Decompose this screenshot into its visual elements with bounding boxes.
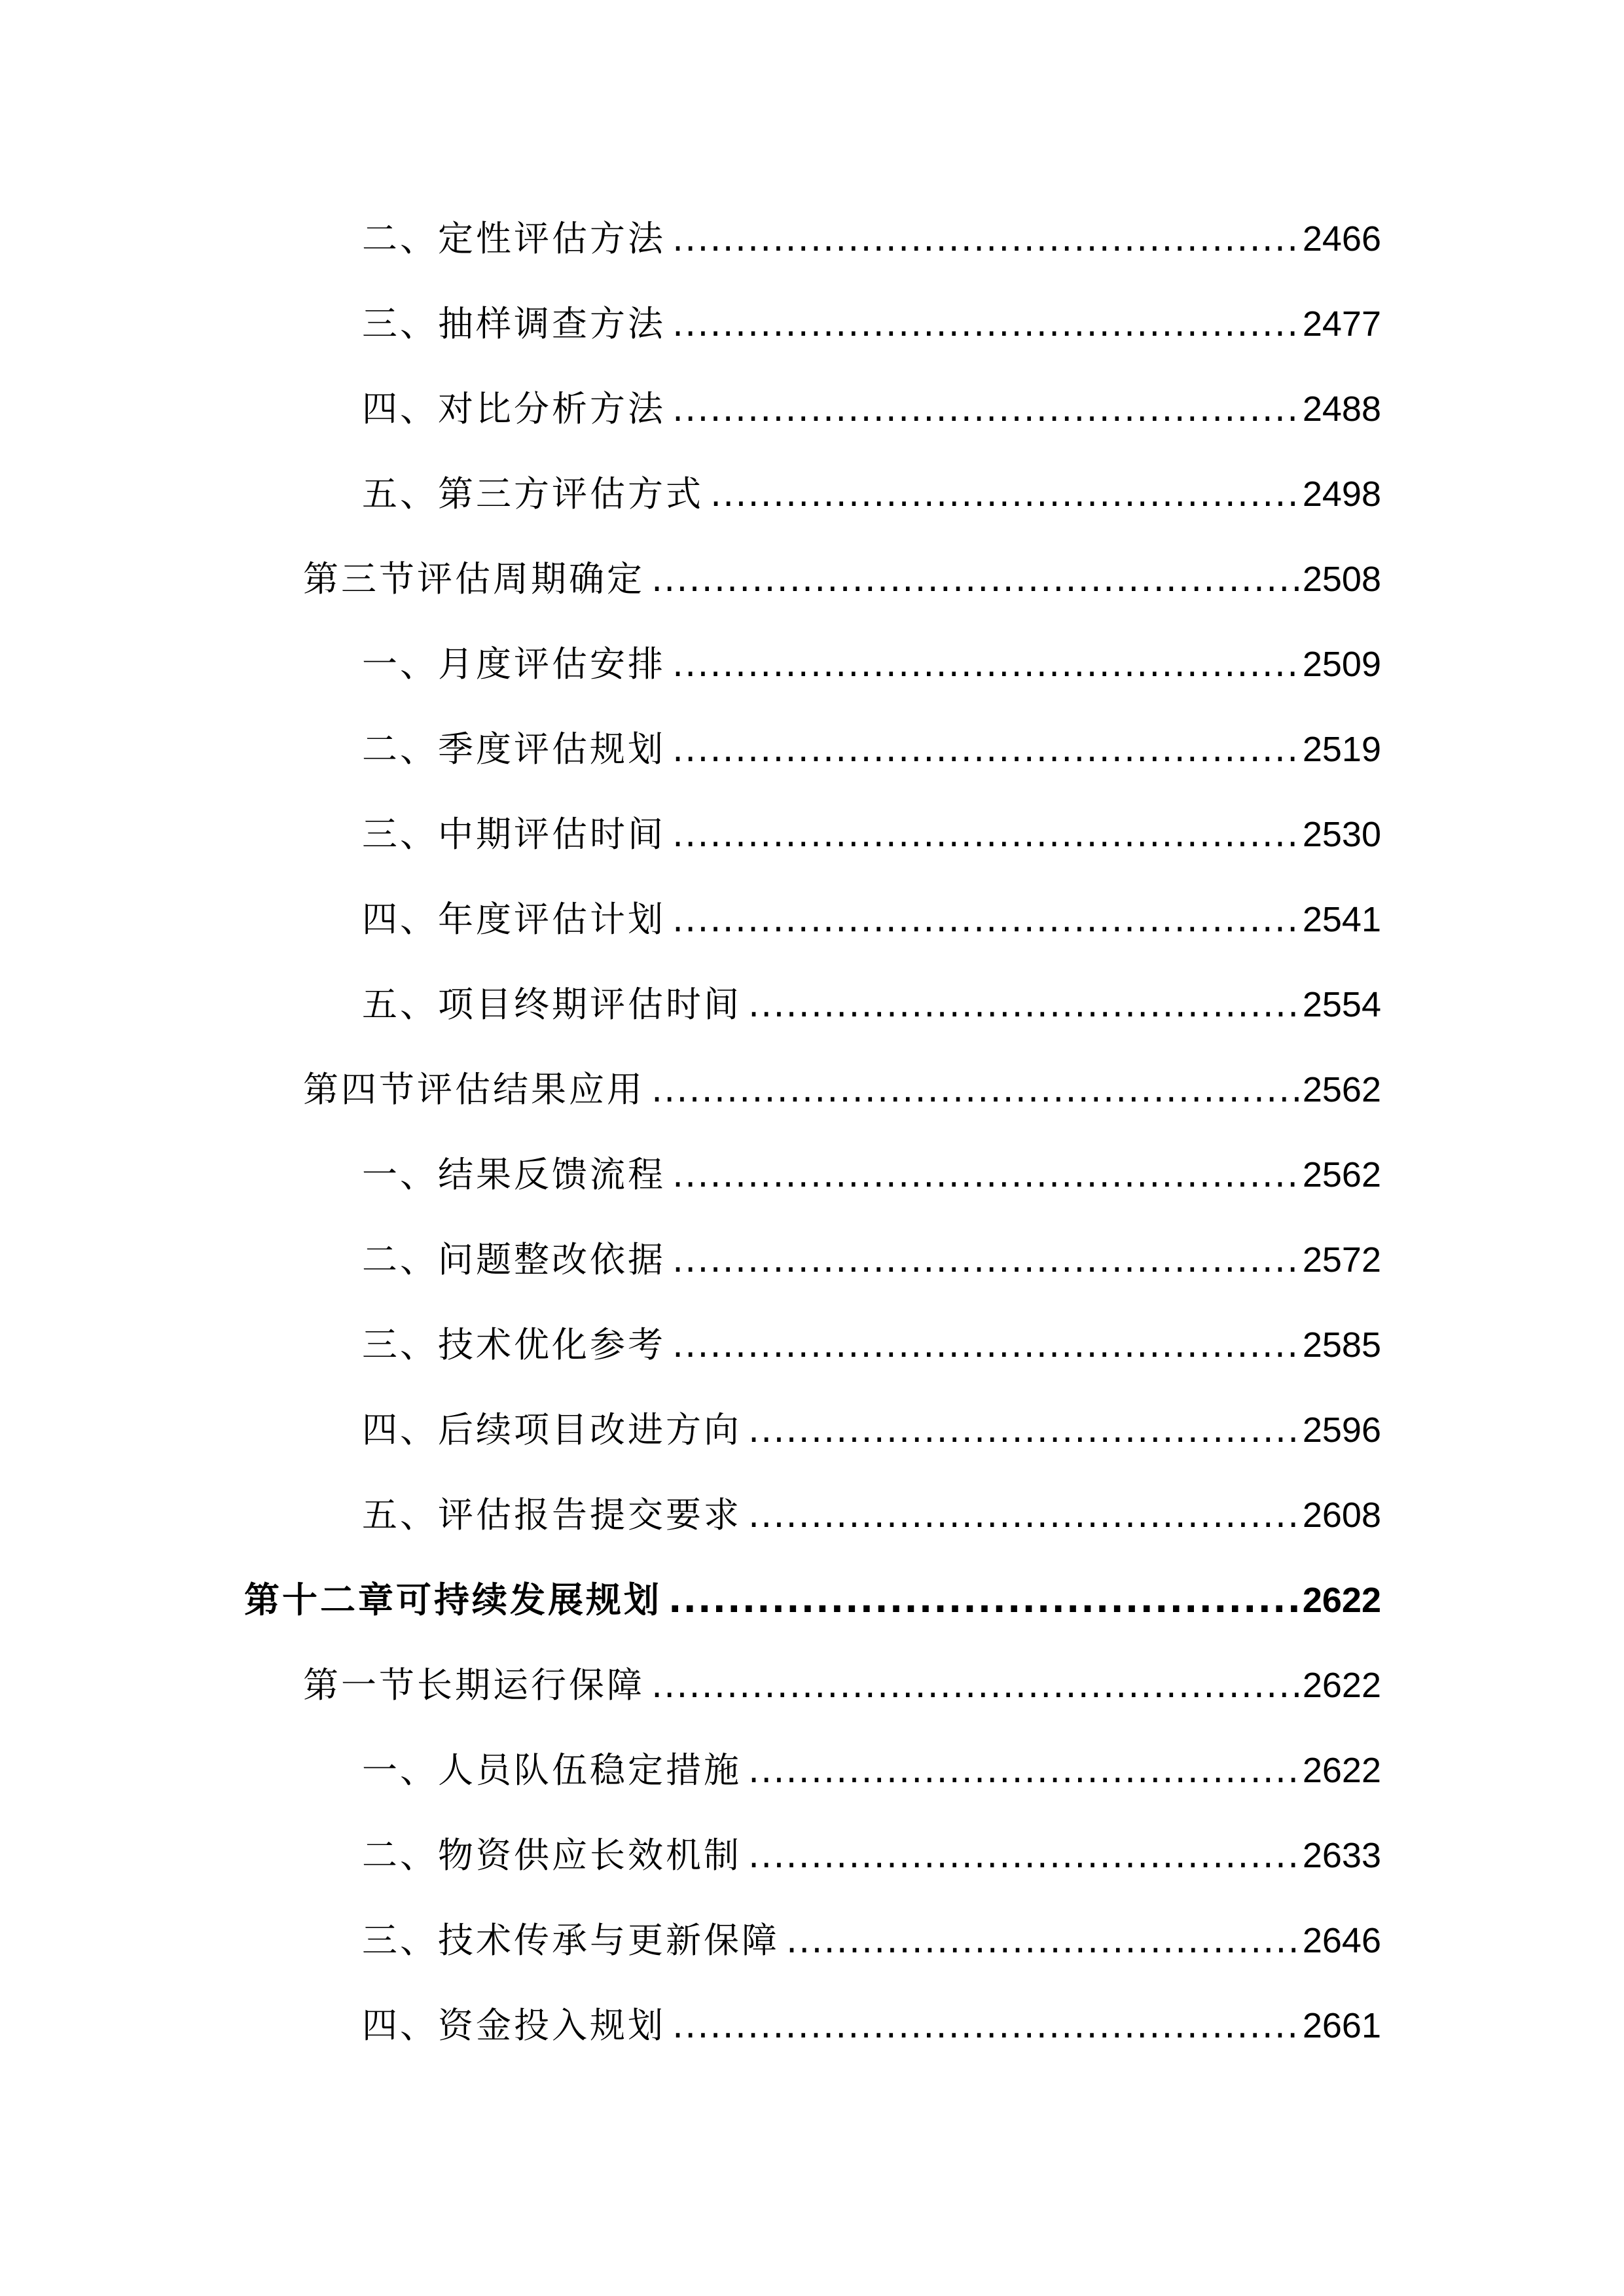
toc-entry-title: 第十二章可持续发展规划: [244, 1579, 662, 1621]
toc-page-number: 2622: [1302, 1666, 1381, 1705]
toc-page-number: 2509: [1302, 645, 1381, 684]
toc-entry[interactable]: [362, 893, 1381, 946]
toc-entry[interactable]: [362, 1829, 1381, 1882]
toc-dot-leader: [672, 808, 1299, 861]
toc-entry[interactable]: [303, 553, 1381, 605]
toc-dot-leader: [672, 213, 1299, 265]
toc-entry[interactable]: [362, 808, 1381, 861]
toc-page-number: 2498: [1302, 475, 1381, 514]
toc-dot-leader: [786, 1914, 1299, 1967]
toc-dot-leader: [748, 1744, 1299, 1797]
toc-dot-leader: [651, 553, 1299, 605]
toc-entry-title: 四、后续项目改进方向: [362, 1409, 742, 1450]
toc-entry-title: 三、抽样调查方法: [362, 303, 666, 344]
toc-dot-leader: [748, 1404, 1299, 1456]
toc-page-number: 2633: [1302, 1836, 1381, 1875]
toc-entry-title: 四、年度评估计划: [362, 899, 666, 940]
toc-entry[interactable]: [362, 2000, 1381, 2052]
toc-entry[interactable]: [362, 468, 1381, 520]
toc-dot-leader: [748, 1829, 1299, 1882]
toc-entry-title: 四、对比分析方法: [362, 388, 666, 429]
toc-entry[interactable]: [362, 298, 1381, 350]
toc-entry-title: 五、第三方评估方式: [362, 473, 704, 514]
toc-page-number: 2466: [1302, 219, 1381, 259]
toc-page-number: 2572: [1302, 1240, 1381, 1280]
toc-page-number: 2519: [1302, 730, 1381, 769]
toc-dot-leader: [672, 638, 1299, 691]
toc-dot-leader: [748, 1489, 1299, 1541]
toc-entry-title: 三、技术传承与更新保障: [362, 1920, 780, 1961]
toc-entry[interactable]: [244, 1574, 1381, 1626]
toc-entry-title: 五、项目终期评估时间: [362, 984, 742, 1025]
toc-entry-title: 一、人员队伍稳定措施: [362, 1749, 742, 1791]
toc-entry-title: 第四节评估结果应用: [303, 1069, 645, 1110]
toc-entry[interactable]: [362, 1914, 1381, 1967]
toc-entry-title: 一、结果反馈流程: [362, 1154, 666, 1195]
toc-entry-title: 四、资金投入规划: [362, 2005, 666, 2046]
toc-page-number: 2530: [1302, 815, 1381, 854]
toc-entry-title: 三、中期评估时间: [362, 814, 666, 855]
toc-page-number: 2562: [1302, 1070, 1381, 1109]
toc-entry[interactable]: [303, 1659, 1381, 1712]
toc-entry[interactable]: [362, 383, 1381, 435]
toc-page-number: 2661: [1302, 2006, 1381, 2045]
toc-dot-leader: [672, 1234, 1299, 1286]
toc-entry[interactable]: [362, 1319, 1381, 1371]
toc-entry[interactable]: [362, 723, 1381, 776]
toc-entry[interactable]: [362, 638, 1381, 691]
toc-entry-title: 二、季度评估规划: [362, 728, 666, 770]
toc-entry[interactable]: [362, 1234, 1381, 1286]
toc-page-number: 2554: [1302, 985, 1381, 1024]
toc-dot-leader: [672, 893, 1299, 946]
toc-page-number: 2622: [1302, 1751, 1381, 1790]
toc-dot-leader: [672, 1319, 1299, 1371]
toc-entry[interactable]: [362, 1149, 1381, 1201]
toc-dot-leader: [748, 978, 1299, 1031]
toc-entry-title: 第三节评估周期确定: [303, 558, 645, 600]
toc-entry-title: 二、定性评估方法: [362, 218, 666, 259]
toc-page-number: 2508: [1302, 560, 1381, 599]
toc-entry-title: 五、评估报告提交要求: [362, 1494, 742, 1535]
toc-entry[interactable]: [362, 978, 1381, 1031]
toc-page-number: 2596: [1302, 1410, 1381, 1450]
toc-page-number: 2646: [1302, 1921, 1381, 1960]
toc-dot-leader: [651, 1659, 1299, 1712]
toc-entry-title: 二、问题整改依据: [362, 1239, 666, 1280]
toc-entry[interactable]: [362, 1404, 1381, 1456]
toc-page-number: 2562: [1302, 1155, 1381, 1194]
toc-dot-leader: [710, 468, 1299, 520]
toc-page-number: 2488: [1302, 389, 1381, 429]
toc-entry[interactable]: [362, 1744, 1381, 1797]
toc-entry-title: 二、物资供应长效机制: [362, 1835, 742, 1876]
toc-dot-leader: [672, 2000, 1299, 2052]
toc-dot-leader: [672, 723, 1299, 776]
toc-entry-title: 三、技术优化参考: [362, 1324, 666, 1365]
toc-dot-leader: [651, 1064, 1299, 1116]
toc-dot-leader: [672, 383, 1299, 435]
toc-page-number: 2608: [1302, 1496, 1381, 1535]
toc-dot-leader: [672, 298, 1299, 350]
toc-entry[interactable]: [362, 1489, 1381, 1541]
toc-entry[interactable]: [303, 1064, 1381, 1116]
toc-page-number: 2585: [1302, 1325, 1381, 1365]
toc-dot-leader: [672, 1149, 1299, 1201]
toc-page-number: 2477: [1302, 304, 1381, 344]
toc-page-number: 2541: [1302, 900, 1381, 939]
toc-page-number: 2622: [1302, 1581, 1381, 1620]
toc-entry-title: 一、月度评估安排: [362, 643, 666, 685]
toc-entry-title: 第一节长期运行保障: [303, 1664, 645, 1706]
toc-entry[interactable]: [362, 213, 1381, 265]
toc-dot-leader: [668, 1574, 1299, 1626]
